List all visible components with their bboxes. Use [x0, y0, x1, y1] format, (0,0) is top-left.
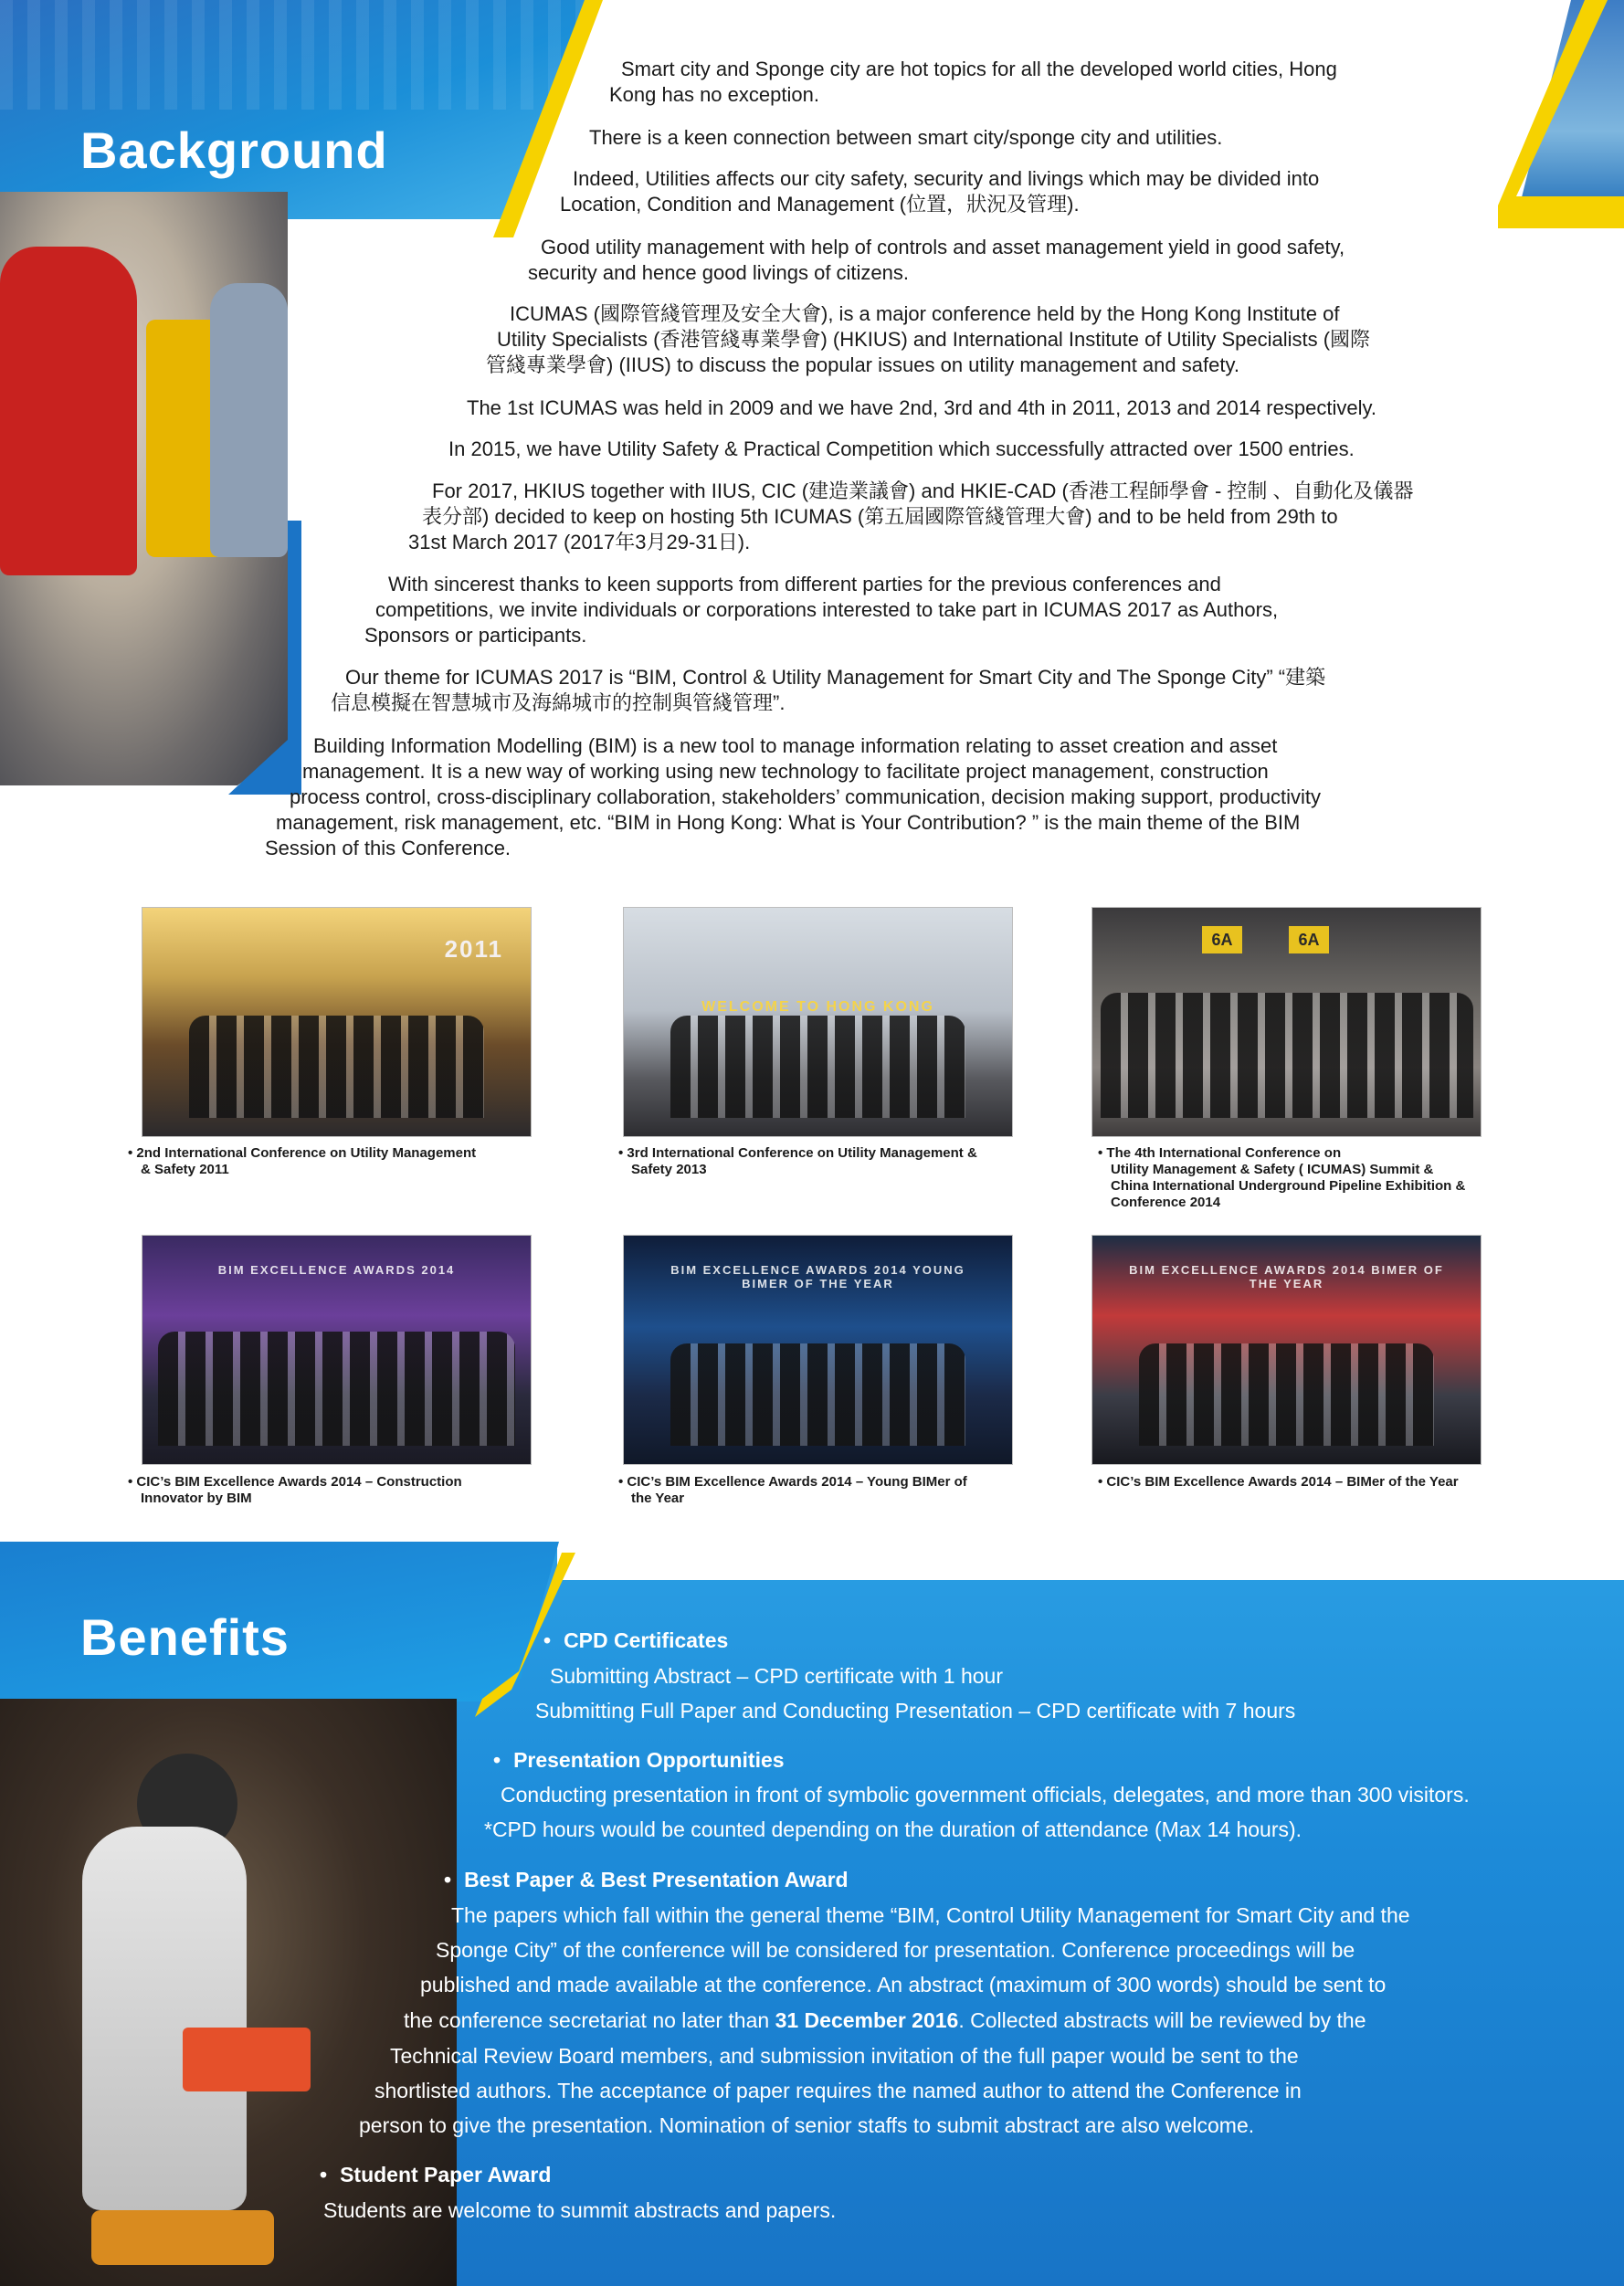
para-line: Indeed, Utilities affects our city safety, security and livings which may be divided into: [573, 167, 1320, 190]
photo-caption: [1098, 1474, 1500, 1491]
para-line: With sincerest thanks to keen supports from different parties for the previous conferences and: [388, 573, 1221, 595]
photo-caption: [128, 1145, 530, 1178]
photo-banner-text: BIM EXCELLENCE AWARDS 2014: [217, 1263, 456, 1277]
best-paper-heading: • Best Paper & Best Presentation Award: [444, 1866, 849, 1893]
photo-banner-text: WELCOME TO HONG KONG: [701, 999, 934, 1015]
photo-people: [158, 1332, 515, 1446]
photo-protective-suit: [82, 1827, 247, 2210]
city-skyline-image: [0, 0, 594, 110]
photo-figure: [0, 247, 137, 575]
caption-line: Utility Management & Safety ( ICUMAS) Summit &: [1111, 1162, 1434, 1177]
photo-caption: [128, 1474, 530, 1507]
para-line: management, risk management, etc. “BIM in Hong Kong: What is Your Contribution? ” is the main theme of the BIM: [276, 811, 1301, 834]
para-line: process control, cross-disciplinary collaboration, stakeholders’ communication, decision making support, productivity: [290, 785, 1322, 808]
caption-line: Innovator by BIM: [141, 1491, 252, 1506]
presentation-heading: • Presentation Opportunities: [493, 1746, 785, 1774]
para-line: security and hence good livings of citizens.: [528, 261, 910, 284]
best-paper-deadline-line: [404, 2007, 1366, 2034]
photo-bim-construction-innovator: [142, 1235, 532, 1465]
photo-people: [670, 1016, 965, 1119]
photo-equipment-box: [183, 2028, 311, 2091]
cpd-line: Submitting Full Paper and Conducting Presentation – CPD certificate with 7 hours: [535, 1699, 1296, 1722]
photo-sign: 6A: [1202, 926, 1242, 953]
para-line: Utility Specialists (香港管綫專業學會) (HKIUS) and International Institute of Utility Specialists (國際: [497, 328, 1371, 351]
photo-caption: [618, 1145, 1020, 1178]
photo-icumas-2011: [142, 907, 532, 1137]
best-paper-line: person to give the presentation. Nomination of senior staffs to submit abstract are also welcome.: [359, 2113, 1255, 2137]
harbour-corner-image: [1516, 0, 1624, 219]
photo-banner-text: BIM EXCELLENCE AWARDS 2014 YOUNG BIMER OF THE YEAR: [670, 1263, 965, 1290]
photo-people: [1101, 993, 1473, 1119]
para-line: 表分部) decided to keep on hosting 5th ICUMAS (第五屆國際管綫管理大會) and to be held from 29th to: [422, 505, 1338, 528]
caption-line: China International Underground Pipeline Exhibition &: [1111, 1178, 1466, 1194]
caption-line: • CIC’s BIM Excellence Awards 2014 – BIMer of the Year: [1098, 1474, 1459, 1490]
caption-line: the Year: [631, 1491, 685, 1506]
best-paper-line: published and made available at the conference. An abstract (maximum of 300 words) should be sent to: [420, 1973, 1387, 1996]
student-award-heading: • Student Paper Award: [320, 2161, 551, 2188]
deadline-suffix: . Collected abstracts will be reviewed by the: [958, 2008, 1366, 2032]
presentation-line: *CPD hours would be counted depending on the duration of attendance (Max 14 hours).: [484, 1817, 1302, 1841]
photo-banner-text: BIM EXCELLENCE AWARDS 2014 BIMER OF THE YEAR: [1129, 1263, 1444, 1290]
presentation-line: Conducting presentation in front of symbolic government officials, delegates, and more than 300 visitors.: [501, 1783, 1470, 1807]
para-line: Kong has no exception.: [609, 83, 819, 106]
best-paper-line: Technical Review Board members, and submission invitation of the full paper would be sent to the: [390, 2044, 1299, 2068]
para-line: competitions, we invite individuals or corporations interested to take part in ICUMAS 2017 as Authors,: [375, 598, 1279, 621]
caption-line: • The 4th International Conference on: [1098, 1145, 1342, 1161]
photo-boots: [91, 2210, 274, 2265]
section-title-benefits: Benefits: [80, 1608, 290, 1666]
para-line: For 2017, HKIUS together with IIUS, CIC (建造業議會) and HKIE-CAD (香港工程師學會 - 控制 、自動化及儀器: [432, 479, 1414, 502]
para-line: Session of this Conference.: [265, 837, 511, 859]
photo-caption: [1098, 1145, 1500, 1211]
para-line: Location, Condition and Management (位置，狀況及管理).: [560, 193, 1080, 216]
best-paper-line: Sponge City” of the conference will be considered for presentation. Conference proceedings will be: [436, 1938, 1355, 1962]
best-paper-line: The papers which fall within the general theme “BIM, Control Utility Management for Smart City and the: [451, 1903, 1410, 1927]
para-line: Good utility management with help of controls and asset management yield in good safety,: [541, 236, 1345, 258]
para-line: 管綫專業學會) (IIUS) to discuss the popular issues on utility management and safety.: [486, 353, 1239, 376]
para-line: Our theme for ICUMAS 2017 is “BIM, Control & Utility Management for Smart City and The Sponge City” “建築: [345, 666, 1326, 689]
para-line: ICUMAS (國際管綫管理及安全大會), is a major conference held by the Hong Kong Institute of: [510, 302, 1340, 325]
photo-bim-bimer-of-the-year: [1091, 1235, 1482, 1465]
deadline-prefix: the conference secretariat no later than: [404, 2008, 775, 2032]
photo-figure: [210, 283, 288, 557]
exhibition-photo: [0, 192, 288, 785]
para-line: Smart city and Sponge city are hot topics for all the developed world cities, Hong: [621, 58, 1337, 80]
para-line: There is a keen connection between smart city/sponge city and utilities.: [589, 126, 1223, 149]
para-line: In 2015, we have Utility Safety & Practical Competition which successfully attracted over 1500 entries.: [448, 437, 1355, 460]
caption-line: • CIC’s BIM Excellence Awards 2014 – Young BIMer of: [618, 1474, 967, 1490]
photo-banner-text: 2011: [444, 935, 503, 963]
deadline-date: 31 December 2016: [775, 2008, 959, 2032]
para-line: management. It is a new way of working using new technology to facilitate project management, construction: [302, 760, 1269, 783]
caption-line: Conference 2014: [1111, 1195, 1221, 1210]
best-paper-line: shortlisted authors. The acceptance of paper requires the named author to attend the Conference in: [374, 2079, 1302, 2102]
photo-bim-young-bimer: [623, 1235, 1013, 1465]
cpd-line: Submitting Abstract – CPD certificate with 1 hour: [550, 1664, 1003, 1688]
photo-icumas-2014: [1091, 907, 1482, 1137]
caption-line: • CIC’s BIM Excellence Awards 2014 – Construction: [128, 1474, 462, 1490]
photo-icumas-2013: [623, 907, 1013, 1137]
para-line: 31st March 2017 (2017年3月29-31日).: [408, 531, 751, 553]
para-line: The 1st ICUMAS was held in 2009 and we have 2nd, 3rd and 4th in 2011, 2013 and 2014 respectively.: [467, 396, 1376, 419]
caption-line: • 3rd International Conference on Utility Management &: [618, 1145, 977, 1161]
photo-sign: 6A: [1289, 926, 1329, 953]
student-award-line: Students are welcome to summit abstracts and papers.: [323, 2198, 837, 2222]
photo-people: [1139, 1343, 1434, 1447]
cpd-heading: • CPD Certificates: [543, 1627, 728, 1654]
section-title-background: Background: [80, 121, 388, 179]
photo-people: [189, 1016, 484, 1119]
photo-people: [670, 1343, 965, 1447]
caption-line: • 2nd International Conference on Utility Management: [128, 1145, 477, 1161]
caption-line: & Safety 2011: [141, 1162, 229, 1177]
caption-line: Safety 2013: [631, 1162, 707, 1177]
photo-caption: [618, 1474, 1020, 1507]
para-line: 信息模擬在智慧城市及海綿城市的控制與管綫管理”.: [331, 691, 786, 714]
para-line: Building Information Modelling (BIM) is a new tool to manage information relating to asset creation and asset: [313, 734, 1278, 757]
para-line: Sponsors or participants.: [364, 624, 587, 647]
